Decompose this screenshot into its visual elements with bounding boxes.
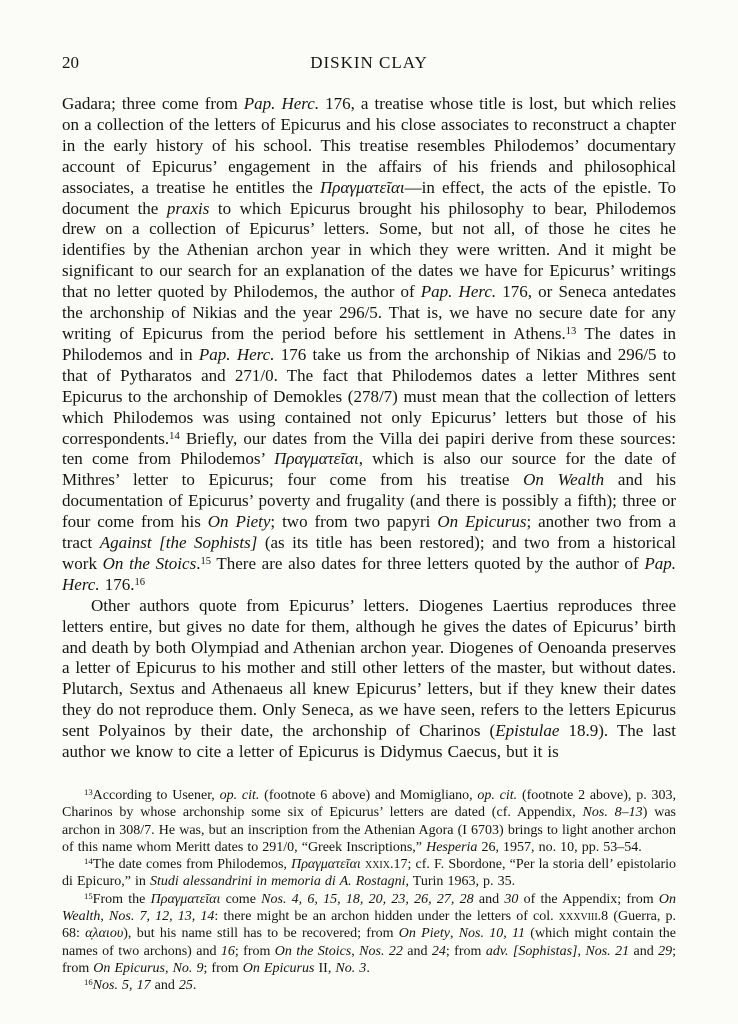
text-run: xxix [364,857,390,873]
text-run: 30 [504,891,519,907]
body-paragraph-2 [62,596,676,763]
text-run: 29 [658,943,673,959]
footnote-ref: 14 [169,430,180,442]
text-run: .8 (Guerra, p. 68: [62,909,676,942]
text-run: 26, 1957, no. 10, pp. 53–54. [477,839,642,855]
footnote-14 [62,856,676,891]
text-run: , which is also our source for the date of Mithres’ letter to Epicurus; four come from his treatise [62,449,677,490]
text-run: On Wealth [62,891,676,925]
text-run: and [402,943,432,959]
text-run: . [366,960,370,976]
footnotes-section [62,787,676,995]
text-run: —in effect, the acts of the epistle. To document the [62,177,676,218]
footnote-ref: 13 [565,326,577,338]
text-run: On the Stoics [274,943,352,959]
text-run: The date comes from Philodemos, [92,857,292,873]
page-number: 20 [62,53,79,72]
text-run: On Piety [398,926,450,942]
text-run: ; two from two papyri [270,512,438,532]
text-run: (footnote 2 above), p. 303, Charinos by whose archonship some six of Epicurus’ letters are dated (cf. Appendix, [62,788,676,821]
text-run: op. cit. [219,788,260,803]
text-run: come [220,891,262,907]
text-run: On Wealth [523,470,605,490]
text-run: 25 [178,978,193,994]
text-run: 24 [431,943,446,959]
body-text [62,94,676,763]
text-run: II, [314,960,336,976]
text-run: Gadara; three come from [62,94,244,113]
text-run: According to Usener, [92,788,220,803]
text-run: Πραγματεῖαι [274,449,359,469]
text-run: Nos. 10, 11 [458,926,526,942]
text-run: 16 [220,943,235,959]
text-run: . [196,553,201,573]
footnote-ref: 14 [84,856,93,867]
text-run: praxis [166,198,210,218]
text-run: ; from [234,943,275,959]
text-run: 176, a treatise whose title is lost, but which relies on a collection of the letters of Epicurus and his close associates to reconstruct a chapter in the early history of his school. This treatise resembles Philodemos’ documentary account of Epicurus’ engagement in the affairs of his friends and philosophical associates, a treatise he entitles the [62,94,676,197]
text-run: to which Epicurus brought his philosophy to bear, Philodemos drew on a collection of Epicurus’ letters. Some, but not all, of those he cites he identifies by the Athenian archon year in which they were written. And it might be significant to our search for an explanation of the dates we have for Epicurus’ writings that no letter quoted by Philodemos, the author of [62,198,676,302]
text-run: and [629,943,659,959]
footnote-ref: 15 [200,556,211,568]
text-run: There are also dates for three letters quoted by the author of [210,553,645,573]
text-run: op. cit. [477,788,518,803]
text-run: Nos. 22 [359,943,403,959]
text-run: 176. [99,574,135,594]
text-run: Nos. 21 [585,943,630,959]
text-run: .17; cf. F. Sbordone, “Per la storia dell’ epistolario di Epicuro,” in [62,857,677,890]
text-run: Pap. Herc. [420,282,497,302]
text-run: The dates in Philodemos and in [62,323,676,364]
text-run: Nos. 8–13 [582,805,643,821]
text-run: Briefly, our dates from the Villa dei papiri derive from these sources: ten come from Philodemos’ [62,428,676,469]
text-run: xxxviii [558,909,598,925]
text-run: , [100,909,110,925]
text-run: , [351,943,360,959]
text-run: Πραγματεῖαι [291,857,361,873]
text-run: 176, or Seneca antedates the archonship of Nikias and the year 296/5. That is, we have no secure date for any writing of Epicurus from the period before his settlement in Athens. [62,282,676,343]
text-run: (footnote 6 above) and Momigliano, [259,788,478,803]
text-run: On Epicurus [93,960,166,976]
text-run: (as its title has been restored); and two from a historical work [62,533,676,573]
text-run: and [473,891,505,907]
body-paragraph-1 [62,94,676,596]
footnote-ref: 16 [134,577,145,589]
text-run: On the Stoics [102,553,197,573]
text-run: Nos. 7, 12, 13, 14 [109,909,215,925]
text-run: . [192,978,197,994]
text-run: 18.9). The last author we know to cite a letter of Epicurus is Didymus Caecus, but it is [62,721,676,762]
text-run: No. 3 [335,960,367,976]
text-run: (which might contain the names of two archons) and [62,926,676,959]
text-run: , [577,943,586,959]
text-run: Πραγματεῖαι [150,891,221,907]
footnote-ref: 16 [84,977,93,988]
text-run: Against [the Sophists] [99,533,258,553]
text-run: Πραγματεῖαι [319,177,405,197]
text-run: , [165,960,173,976]
text-run: , [449,926,459,942]
text-run: ; another two from a tract [62,512,676,553]
text-run: ), but his name still has to be recovered; from [123,926,399,942]
text-run: ) was archon in 308/7. He was, but an inscription from the Athenian Agora (I 6703) brings to light another archon of this name whom Meritt dates to 291/0, “Greek Inscriptions,” [62,805,676,855]
text-run: Studi alessandrini in memoria di A. Rostagni [150,874,406,890]
text-run: and his documentation of Epicurus’ poverty and frugality (and there is possibly a fifth); three or four come from his [62,470,676,532]
text-run: ; from [62,943,676,976]
text-run: and [150,978,179,994]
text-run: On Epicurus [437,512,527,532]
text-run: , Turin 1963, p. 35. [405,874,516,890]
text-run: On Piety [207,512,271,532]
text-run: 176 take us from the archonship of Nikias and 296/5 to that of Pytharatos and 271/0. The fact that Philodemos dates a letter Mithres sent Epicurus to the archonship of Demokles (278/7) must mean that the collection of letters which Philodemos was using contained not only Epicurus’ letters but those of his correspondents. [62,344,676,448]
running-head-title: DISKIN CLAY [310,53,428,72]
text-run: ; from [203,960,243,976]
footnote-ref: 13 [84,787,93,798]
footnote-15 [62,891,676,977]
text-run: Pap. Herc. [62,553,676,594]
text-run: adv. [Sophistas] [485,943,578,959]
text-run: No. 9 [172,960,204,976]
footnote-ref: 15 [84,890,93,901]
text-run: On Epicurus [242,960,315,976]
footnote-13 [62,787,676,856]
text-run: Pap. Herc. [198,344,275,364]
text-run: From the [92,891,151,907]
text-run: : there might be an archon hidden under the letters of col. [214,909,559,925]
footnote-16 [62,977,676,994]
text-run: Nos. 4, 6, 15, 18, 20, 23, 26, 27, 28 [261,891,474,907]
page-header [62,52,676,73]
text-run: of the Appendix; from [518,891,659,907]
text-run: Hesperia [426,839,478,855]
text-run: Epistulae [495,721,560,741]
text-run: Pap. Herc. [243,94,320,113]
text-run: α̣λαιου [85,926,124,942]
text-run: Nos. 5, 17 [92,978,151,994]
text-run: ; from [445,943,486,959]
text-run: Other authors quote from Epicurus’ letters. Diogenes Laertius reproduces three letters entire, but gives no date for them, although he gives the dates of Epicurus’ birth and death by both Olympiad and Athenian archon year. Diogenes of Oenoanda preserves a letter of Epicurus to his mother and still other letters of the master, but without dates. Plutarch, Sextus and Athenaeus all knew Epicurus’ letters, but if they knew their dates they do not reproduce them. Only Seneca, as we have seen, refers to the letters Epicurus sent Polyainos by their date, the archonship of Charinos ( [62,595,676,741]
